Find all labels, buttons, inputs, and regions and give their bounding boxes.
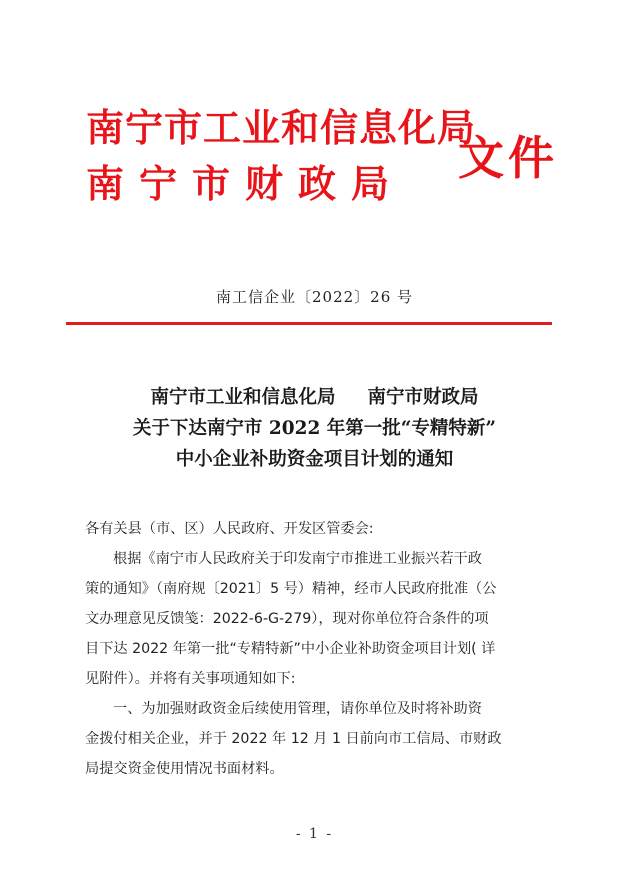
title-issuer-2: 南宁市财政局 [367, 387, 479, 408]
body-line: 目下达 2022 年第一批“专精特新”中小企业补助资金项目计划( 详 [85, 641, 496, 657]
document-type-label: 文件 [458, 131, 558, 185]
title-issuer-1: 南宁市工业和信息化局 [150, 387, 336, 408]
title-line-3: 中小企业补助资金项目计划的通知 [175, 449, 454, 470]
body-line: 一、为加强财政资金后续使用管理，请你单位及时将补助资 [113, 701, 482, 717]
red-divider [66, 322, 552, 325]
title-line-1 [0, 382, 629, 413]
issuer-name-2: 南宁市财政局 [86, 161, 405, 206]
salutation: 各有关县（市、区）人民政府、开发区管委会: [85, 521, 374, 537]
issuer-block [86, 100, 476, 212]
body-line: 策的通知》（南府规〔2021〕5 号）精神，经市人民政府批准（公 [85, 581, 497, 597]
body-line: 局提交资金使用情况书面材料。 [85, 761, 284, 777]
page-number: - 1 - [295, 826, 334, 842]
document-number: 南工信企业〔2022〕26 号 [215, 288, 414, 306]
body-line: 文办理意见反馈笺：2022-6-G-279），现对你单位符合条件的项 [85, 611, 489, 627]
document-body [85, 514, 555, 784]
body-line: 见附件）。并将有关事项通知如下: [85, 671, 296, 687]
body-line: 根据《南宁市人民政府关于印发南宁市推进工业振兴若干政 [113, 551, 482, 567]
title-line-2: 关于下达南宁市 2022 年第一批“专精特新” [132, 418, 497, 439]
document-title [0, 382, 629, 475]
issuer-name-1: 南宁市工业和信息化局 [86, 105, 477, 150]
body-line: 金拨付相关企业，并于 2022 年 12 月 1 日前向市工信局、市财政 [85, 731, 502, 747]
